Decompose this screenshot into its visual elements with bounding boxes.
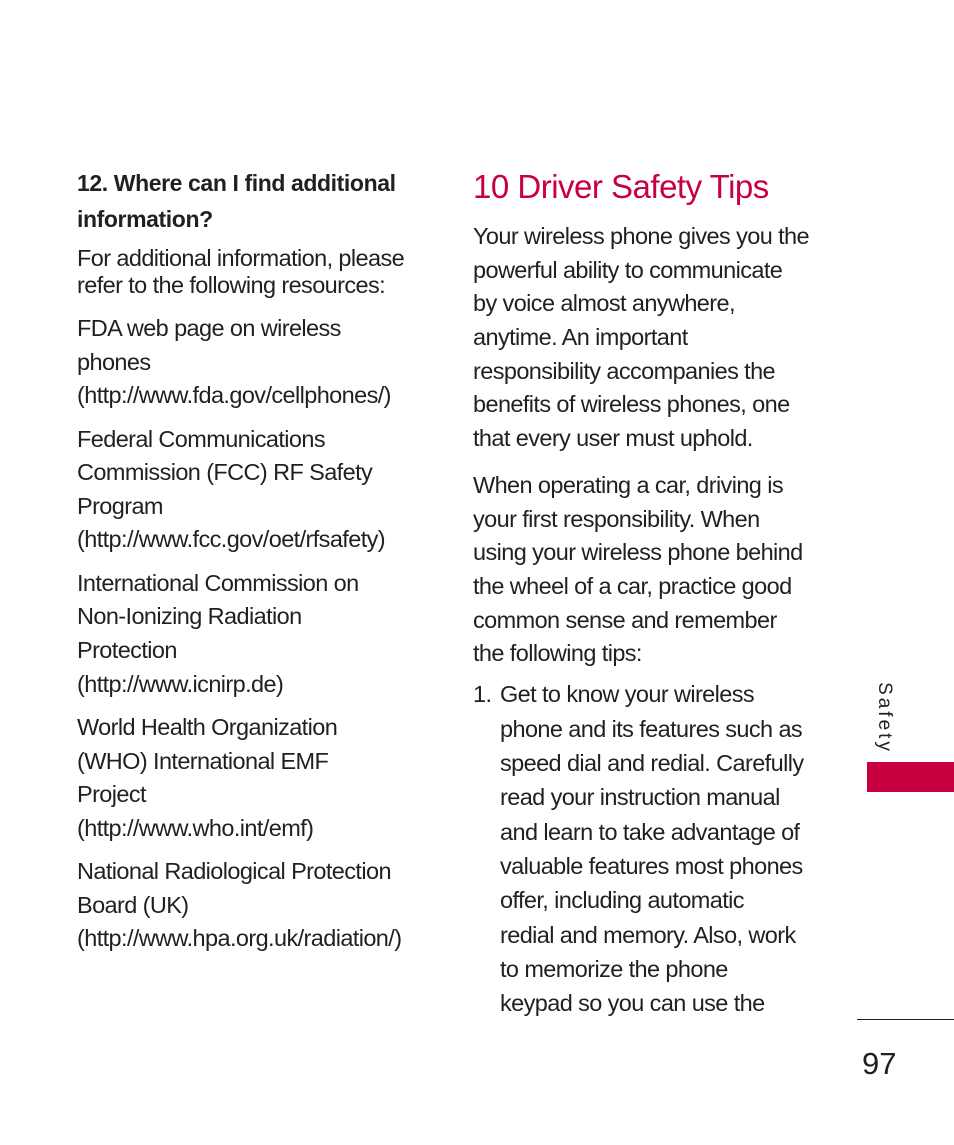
- section-heading: 10 Driver Safety Tips: [473, 168, 769, 205]
- intro-line-1: For additional information, please: [77, 245, 405, 271]
- resource-fcc-line-2: Commission (FCC) RF Safety: [77, 459, 373, 485]
- para1-line-4: anytime. An important: [473, 324, 688, 350]
- resource-icnirp-line-2: Non-Ionizing Radiation: [77, 603, 302, 629]
- para1-line-3: by voice almost anywhere,: [473, 290, 735, 316]
- footer-rule: [857, 1019, 954, 1020]
- resource-fcc-url: (http://www.fcc.gov/oet/rfsafety): [77, 526, 386, 552]
- resource-who-line-1: World Health Organization: [77, 714, 338, 740]
- intro-line-2: refer to the following resources:: [77, 272, 386, 298]
- resource-fda-line-1: FDA web page on wireless: [77, 315, 341, 341]
- resource-icnirp-line-3: Protection: [77, 637, 177, 663]
- resource-icnirp-url: (http://www.icnirp.de): [77, 671, 284, 697]
- question-heading-line-2: information?: [77, 206, 213, 232]
- tip1-line-8: redial and memory. Also, work: [500, 922, 796, 948]
- para2-line-2: your first responsibility. When: [473, 506, 760, 532]
- para2-line-1: When operating a car, driving is: [473, 472, 783, 498]
- para2-line-4: the wheel of a car, practice good: [473, 573, 792, 599]
- resource-icnirp-line-1: International Commission on: [77, 570, 359, 596]
- para1-line-1: Your wireless phone gives you the: [473, 223, 809, 249]
- page-number: 97: [862, 1046, 897, 1081]
- para1-line-2: powerful ability to communicate: [473, 257, 783, 283]
- tip1-line-4: read your instruction manual: [500, 784, 780, 810]
- tip1-line-7: offer, including automatic: [500, 887, 744, 913]
- section-tab-marker: [867, 762, 954, 792]
- resource-nrpb-line-2: Board (UK): [77, 892, 189, 918]
- para2-line-5: common sense and remember: [473, 607, 777, 633]
- tip1-number: 1.: [473, 681, 492, 707]
- resource-who-line-3: Project: [77, 781, 146, 807]
- resource-fda-url: (http://www.fda.gov/cellphones/): [77, 382, 391, 408]
- resource-who-line-2: (WHO) International EMF: [77, 748, 329, 774]
- para2-line-3: using your wireless phone behind: [473, 539, 803, 565]
- resource-fcc-line-3: Program: [77, 493, 163, 519]
- tip1-line-6: valuable features most phones: [500, 853, 803, 879]
- tip1-line-1: Get to know your wireless: [500, 681, 755, 707]
- para1-line-5: responsibility accompanies the: [473, 358, 776, 384]
- resource-fcc-line-1: Federal Communications: [77, 426, 326, 452]
- resource-nrpb-url: (http://www.hpa.org.uk/radiation/): [77, 925, 402, 951]
- tip1-line-10: keypad so you can use the: [500, 990, 765, 1016]
- tip1-line-5: and learn to take advantage of: [500, 819, 800, 845]
- resource-who-url: (http://www.who.int/emf): [77, 815, 314, 841]
- question-heading-line-1: 12. Where can I find additional: [77, 170, 396, 196]
- tip1-line-3: speed dial and redial. Carefully: [500, 750, 804, 776]
- tip1-line-9: to memorize the phone: [500, 956, 728, 982]
- resource-nrpb-line-1: National Radiological Protection: [77, 858, 391, 884]
- tip1-line-2: phone and its features such as: [500, 716, 803, 742]
- para1-line-6: benefits of wireless phones, one: [473, 391, 790, 417]
- para2-line-6: the following tips:: [473, 640, 642, 666]
- section-side-label: [874, 682, 895, 754]
- resource-fda-line-2: phones: [77, 349, 151, 375]
- para1-line-7: that every user must uphold.: [473, 425, 753, 451]
- section-side-label-text: Safety: [874, 682, 895, 754]
